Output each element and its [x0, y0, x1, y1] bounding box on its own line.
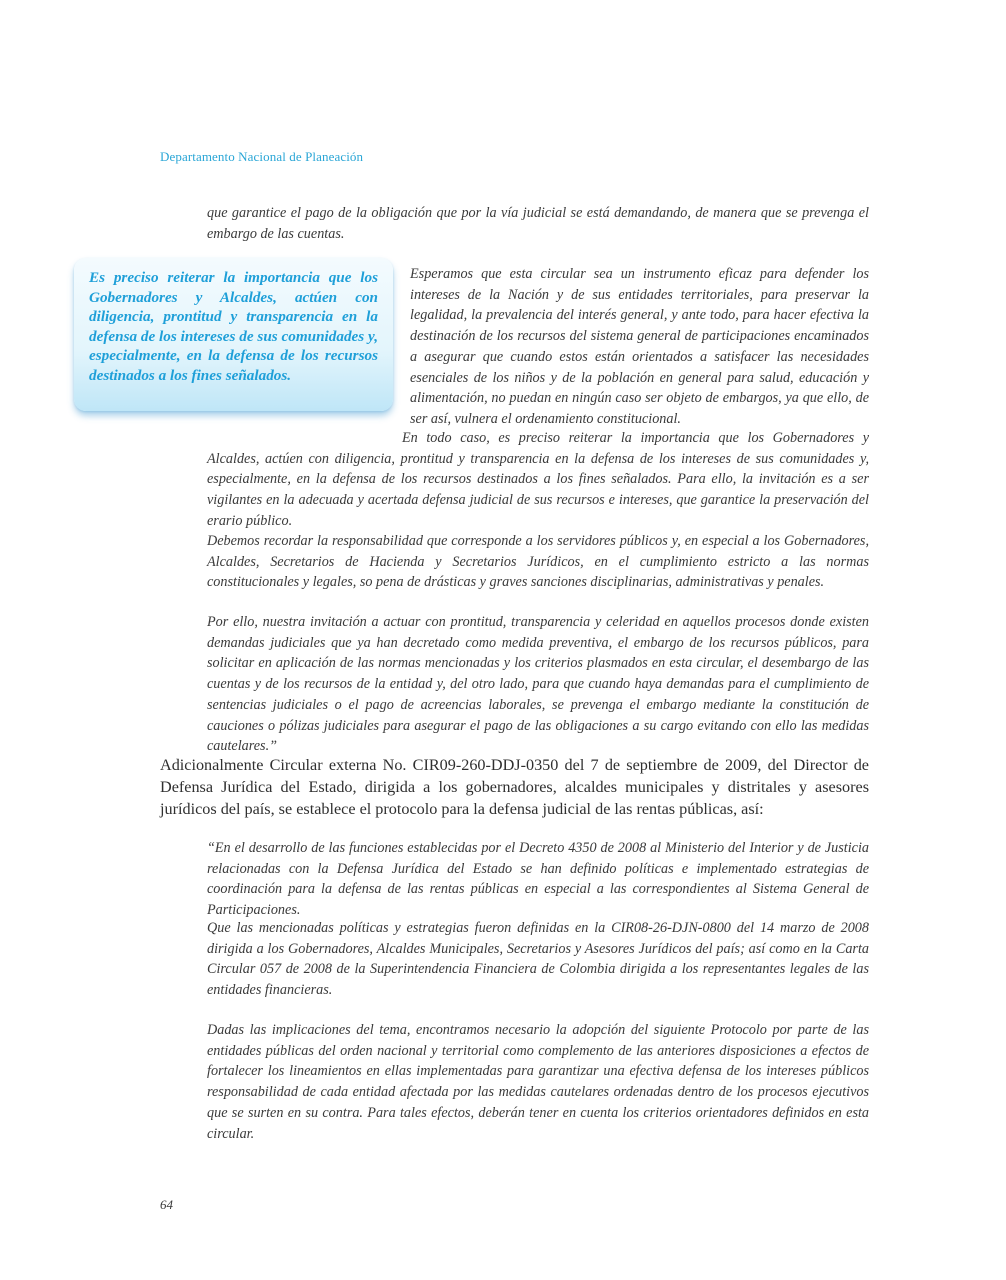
quote-paragraph-circular-purpose: Esperamos que esta circular sea un instrumento eficaz para defender los intereses de la Nación y de sus entidades territoriales, para preservar la legalidad, la prevalencia del interés general, y ante todo, para hacer efectiva la destinación de los recursos del sistema general de participaciones encaminados a asegurar que cuando estos están orientados a satisfacer las necesidades esenciales de los niños y de la población en general para salud, educación y alimentación, no puedan en ningún caso ser objeto de embargos, ya que ello, de ser así, vulnera el ordenamiento constitucional.	[410, 266, 869, 427]
page-number: 64	[160, 1197, 173, 1212]
quote-paragraph-governors-text: En todo caso, es preciso reiterar la importancia que los Gobernadores y Alcaldes, actúen con diligencia, prontitud y transparencia en la defensa de los intereses de sus comunidades y, especialmente, en la defensa de los recursos destinados a los fines señalados. Para ello, la invitación es a ser vigilantes en la adecuada y acertada defensa judicial de sus recursos e intereses, que garantice la preservación del erario público.	[207, 430, 869, 529]
quote-paragraph-protocol: Dadas las implicaciones del tema, encontramos necesario la adopción del siguiente Protocolo por parte de las entidades públicas del orden nacional y territorial como complemento de las anteriores disposiciones a efectos de fortalecer los lineamientos en ellas implementadas para garantizar una efectiva defensa de los intereses públicos responsabilidad de cada entidad afectada por las medidas cautelares ordenadas dentro de los procesos ejecutivos que se surten en su contra. Para tales efectos, deberán tener en cuenta los criterios orientadores definidos en esta circular.	[207, 1022, 869, 1142]
quote-paragraph-policies: Que las mencionadas políticas y estrategias fueron definidas en la CIR08-26-DJN-0800 del 14 marzo de 2008 dirigida a los Gobernadores, Alcaldes Municipales, Secretarios y Asesores Jurídicos del país; así como en la Carta Circular 057 de 2008 de la Superintendencia Financiera de Colombia dirigida a los representantes legales de las entidades financieras.	[207, 920, 869, 999]
running-header: Departamento Nacional de Planeación	[160, 149, 364, 164]
pull-quote-text: Es preciso reiterar la importancia que los Gobernadores y Alcaldes, actúen con diligencia, prontitud y transparencia en la defensa de los intereses de sus comunidades y, especialmente, en la defensa de los recursos destinados a los fines señalados.	[89, 269, 378, 384]
body-paragraph-circular-reference: Adicionalmente Circular externa No. CIR09-260-DDJ-0350 del 7 de septiembre de 2009, del Director de Defensa Jurídica del Estado, dirigida a los gobernadores, alcaldes municipales y distritales y asesores jurídicos del país, se establece el protocolo para la defensa judicial de las rentas públicas, así:	[160, 756, 869, 818]
quote-paragraph-invitation: Por ello, nuestra invitación a actuar con prontitud, transparencia y celeridad en aquellos procesos donde existen demandas judiciales que ya han decretado como medida preventiva, el embargo de los recursos públicos, para solicitar en aplicación de las normas mencionadas y los criterios plasmados en esta circular, el desembargo de las cuentas y de los recursos de la entidad y, del otro lado, para que cuando haya demandas para el cumplimiento de sentencias judiciales o el pago de acreencias laborales, se prevenga el embargo mediante la constitución de cauciones o pólizas judiciales para asegurar el pago de las obligaciones a su cargo evitando con ello las medidas cautelares.”	[207, 614, 869, 755]
quote-paragraph-governors	[207, 428, 869, 532]
quote-paragraph-continuation: que garantice el pago de la obligación que por la vía judicial se está demandando, de manera que se prevenga el embargo de las cuentas.	[207, 205, 869, 242]
quote-paragraph-decree: “En el desarrollo de las funciones establecidas por el Decreto 4350 de 2008 al Ministerio del Interior y de Justicia relacionadas con la Defensa Jurídica del Estado se han definido políticas e implementado estrategias de coordinación para la defensa de las rentas públicas en especial a las correspondientes al Sistema General de Participaciones.	[207, 840, 869, 919]
pull-quote-callout	[74, 258, 393, 411]
quote-paragraph-responsibility: Debemos recordar la responsabilidad que corresponde a los servidores públicos y, en especial a los Gobernadores, Alcaldes, Secretarios de Hacienda y Secretarios Jurídicos, en el cumplimiento estricto a las normas constitucionales y legales, so pena de drásticas y graves sanciones disciplinarias, administrativas y penales.	[207, 533, 869, 591]
